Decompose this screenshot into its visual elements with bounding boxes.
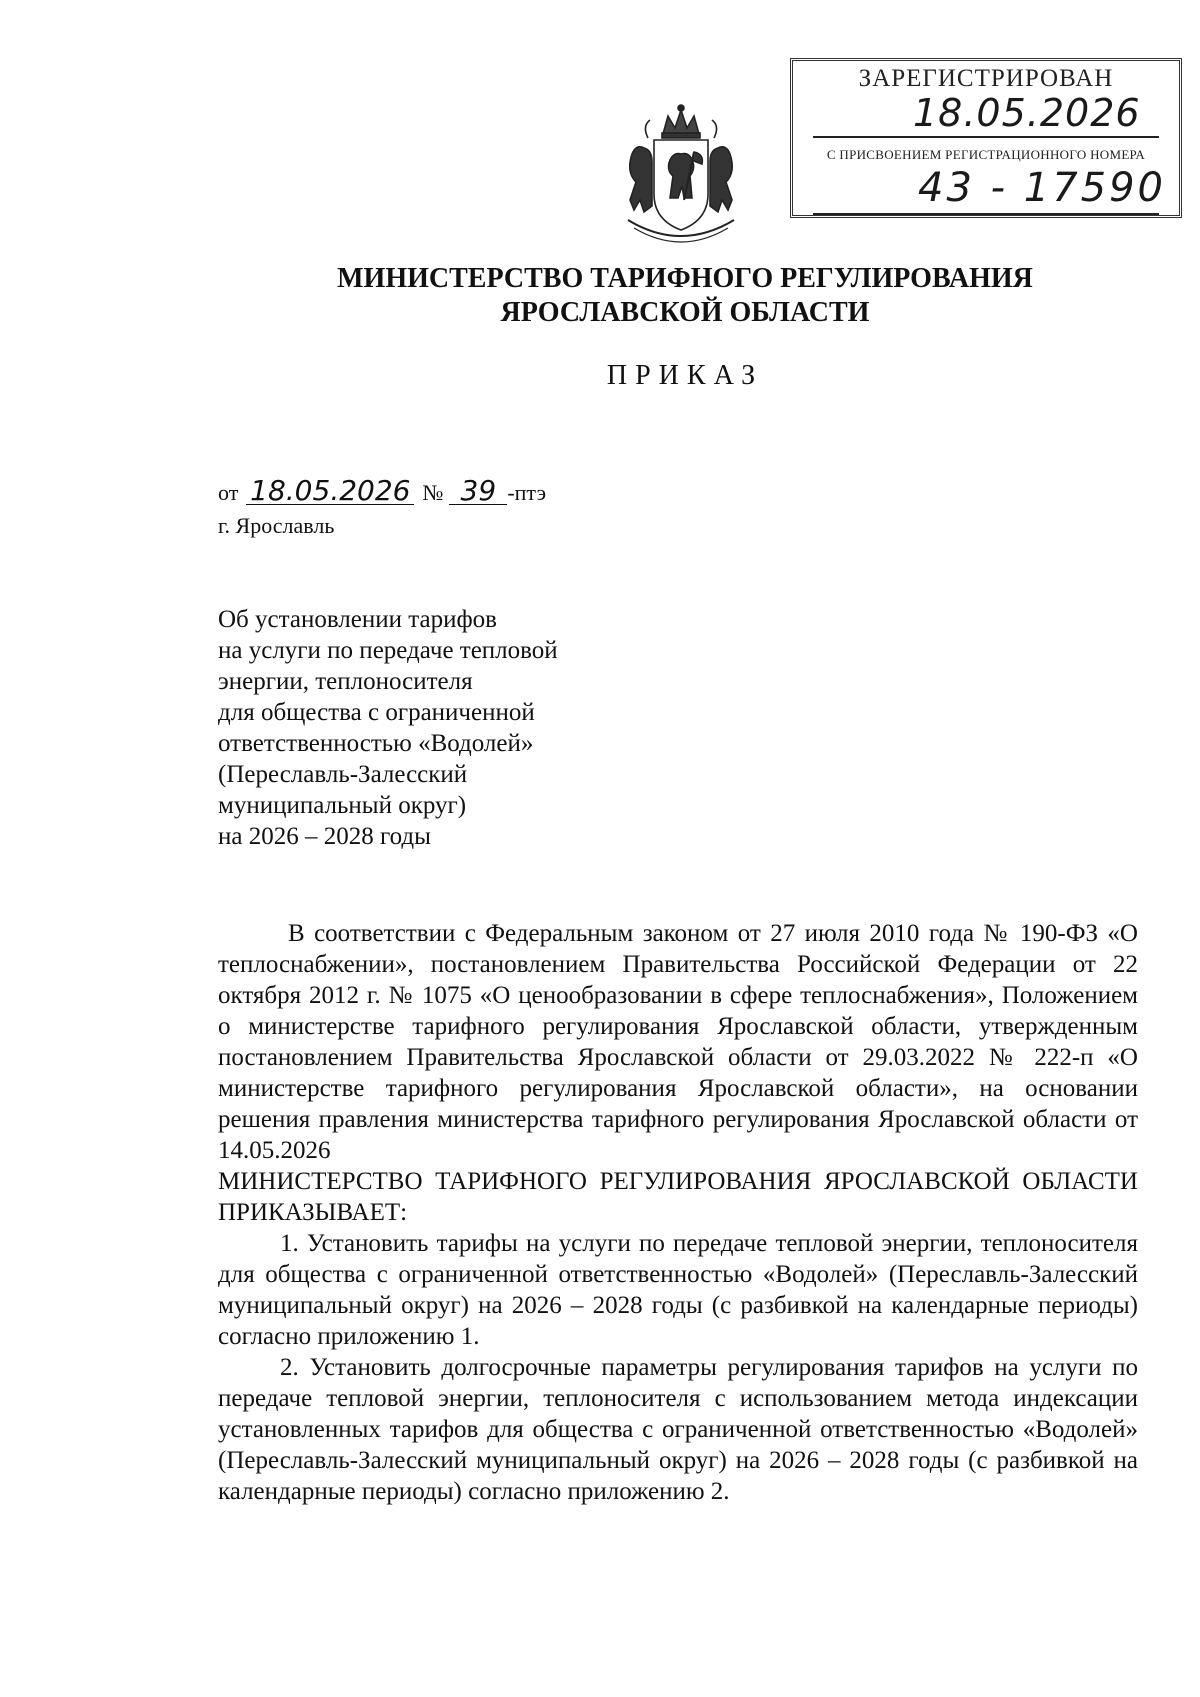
order-number: 39 [449, 478, 507, 505]
subject-line: (Переславль-Залесский [218, 761, 468, 788]
stamp-registration-number: 43 - 17590 [918, 165, 1167, 211]
subject-line: на услуги по передаче тепловой [218, 637, 558, 664]
coat-of-arms-emblem [618, 102, 744, 248]
order-subject [218, 604, 658, 852]
ministry-heading [0, 262, 1200, 330]
document-type-title: ПРИКАЗ [606, 360, 764, 391]
preamble-paragraph: В соответствии с Федеральным законом от 27 июля 2010 года № 190-ФЗ «О теплоснабжении», постановлением Правительства Российской Федерации от 22 октября 2012 г. № 1075 «О ценообразовании в сфере теплоснабжения», Положением о министерстве тарифного регулирования Ярославской области, утвержденным постановлением Правительства Ярославской области от 29.03.2022 № 222-п «О министерстве тарифного регулирования Ярославской области», на основании решения правления министерства тарифного регулирования Ярославской области от 14.05.2026 [218, 920, 1138, 1164]
subject-line: энергии, теплоносителя [218, 668, 473, 695]
stamp-subtitle: С ПРИСВОЕНИЕМ РЕГИСТРАЦИОННОГО НОМЕРА [826, 147, 1146, 162]
order-date-number-line [218, 474, 547, 507]
order-date: 18.05.2026 [246, 478, 414, 505]
stamp-divider [813, 136, 1159, 138]
order-item-2: 2. Установить долгосрочные параметры регулирования тарифов на услуги по передаче тепловой энергии, теплоносителя с использованием метода индексации установленных тарифов для общества с ограниченной ответственностью «Водолей» (Переславль-Залесский муниципальный округ) на 2026 – 2028 годы (с разбивкой на календарные периоды) согласно приложению 2. [218, 1354, 1138, 1505]
number-label: № [422, 480, 444, 505]
orders-statement: МИНИСТЕРСТВО ТАРИФНОГО РЕГУЛИРОВАНИЯ ЯРОСЛАВСКОЙ ОБЛАСТИ ПРИКАЗЫВАЕТ: [218, 1168, 1138, 1226]
city: г. Ярославль [218, 513, 335, 538]
stamp-date: 18.05.2026 [913, 91, 1141, 135]
order-number-suffix: -птэ [507, 480, 547, 505]
stamp-title: ЗАРЕГИСТРИРОВАН [858, 65, 1114, 92]
registration-stamp [790, 58, 1182, 218]
ministry-line-2: ЯРОСЛАВСКОЙ ОБЛАСТИ [500, 297, 870, 328]
order-item-1: 1. Установить тарифы на услуги по передаче тепловой энергии, теплоносителя для общества с ограниченной ответственностью «Водолей» (Переславль-Залесский муниципальный округ) на 2026 – 2028 годы (с разбивкой на календарные периоды) согласно приложению 1. [218, 1230, 1138, 1350]
order-body [218, 918, 1138, 1507]
subject-line: Об установлении тарифов [218, 606, 497, 633]
from-label: от [218, 480, 239, 505]
stamp-divider [813, 213, 1159, 215]
subject-line: муниципальный округ) [218, 792, 467, 819]
subject-line: ответственностью «Водолей» [218, 730, 534, 757]
ministry-line-1: МИНИСТЕРСТВО ТАРИФНОГО РЕГУЛИРОВАНИЯ [337, 263, 1033, 294]
subject-line: на 2026 – 2028 годы [218, 823, 431, 850]
subject-line: для общества с ограниченной [218, 699, 535, 726]
